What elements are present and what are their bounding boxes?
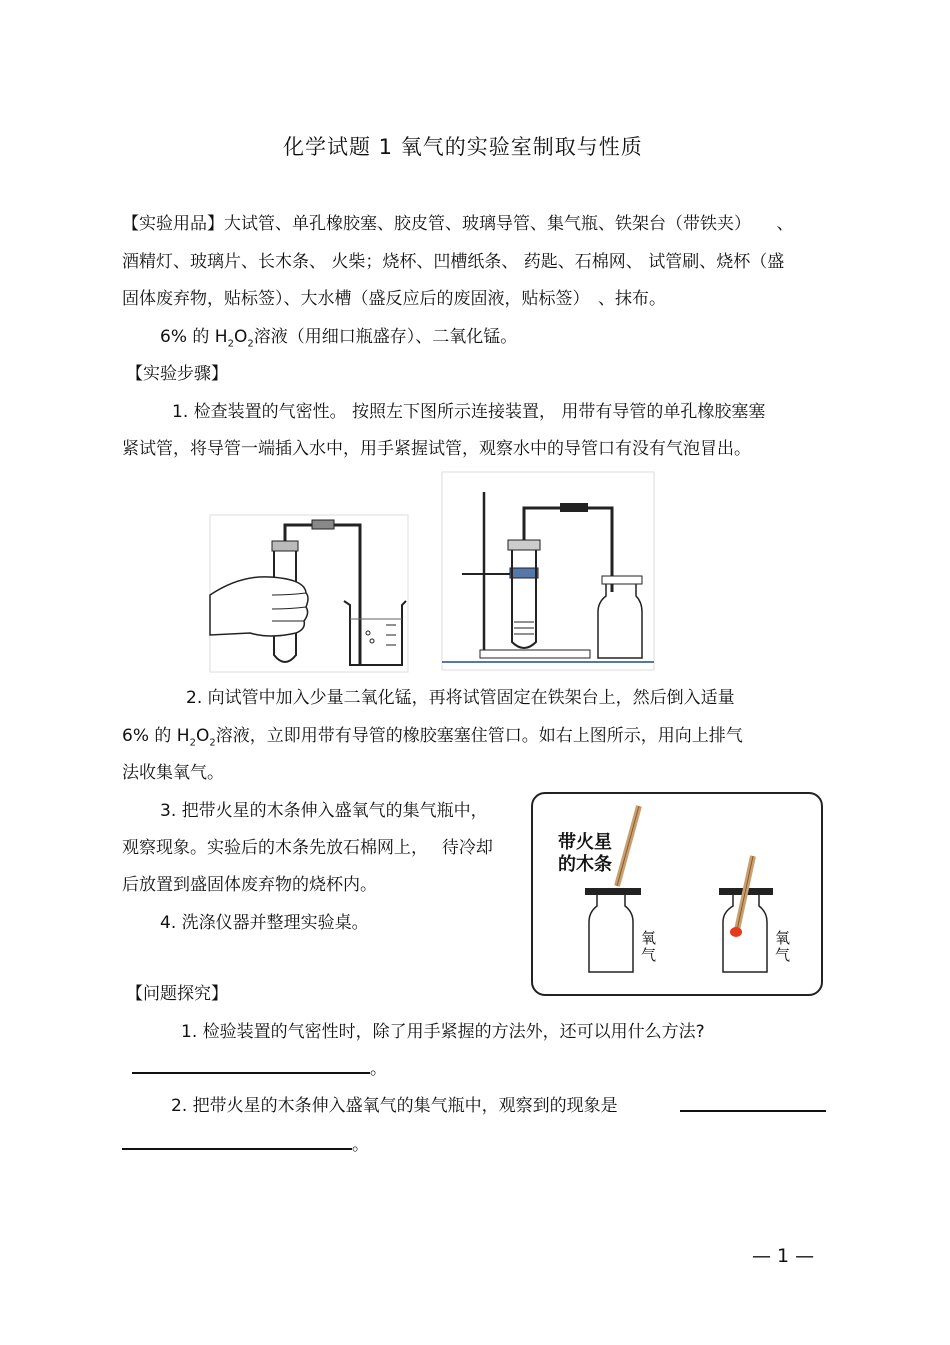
step-4: 4. 洗涤仪器并整理实验桌。 <box>160 913 369 933</box>
question-2-answer-part-1[interactable] <box>680 1096 826 1117</box>
page-title: 化学试题 1 氧气的实验室制取与性质 <box>283 135 643 159</box>
stick-label: 带火星 的木条 <box>558 832 612 875</box>
materials-line-3: 固体废弃物，贴标签）、大水槽（盛反应后的废固液，贴标签） 、抹布。 <box>122 289 666 309</box>
step-3-line-2: 观察现象。实验后的木条先放石棉网上， 待冷却 <box>122 838 493 858</box>
step-2-line-3: 法收集氧气。 <box>122 763 224 783</box>
materials-line-1: 【实验用品】大试管、单孔橡胶塞、胶皮管、玻璃导管、集气瓶、铁架台（带铁夹） 、 <box>122 214 794 234</box>
step-3-line-3: 后放置到盛固体废弃物的烧杯内。 <box>122 875 377 895</box>
steps-label: 【实验步骤】 <box>126 364 228 384</box>
materials-label: 【实验用品】 <box>122 214 224 234</box>
question-2-answer-part-2[interactable]: 。 <box>122 1134 369 1155</box>
oxygen-collection-figure <box>442 472 654 670</box>
materials-line-2: 酒精灯、玻璃片、长木条、 火柴；烧杯、凹槽纸条、 药匙、石棉网、 试管刷、烧杯（盛 <box>122 252 785 272</box>
materials-line-4: 6% 的 $H_2O_2$溶液（用细口瓶盛存）、二氧化锰。 <box>160 327 518 350</box>
airtightness-check-figure <box>210 515 408 672</box>
answer-blank-2b[interactable] <box>122 1134 352 1150</box>
question-1: 1. 检验装置的气密性时，除了用手紧握的方法外，还可以用什么方法? <box>181 1022 705 1042</box>
answer-blank-1[interactable] <box>132 1058 370 1074</box>
bottle-label-right: 氧气 <box>775 929 791 964</box>
step-2-line-2: 6% 的 $H_2O_2$溶液，立即用带有导管的橡胶塞塞住管口。如右上图所示，用向上排气 <box>122 726 743 749</box>
question-2: 2. 把带火星的木条伸入盛氧气的集气瓶中，观察到的现象是 <box>171 1096 618 1116</box>
glowing-stick-figure <box>531 792 823 996</box>
step-1-line-1: 1. 检查装置的气密性。 按照左下图所示连接装置， 用带有导管的单孔橡胶塞塞 <box>172 402 766 422</box>
step-2-line-1: 2. 向试管中加入少量二氧化锰，再将试管固定在铁架台上，然后倒入适量 <box>186 688 735 708</box>
answer-blank-2a[interactable] <box>680 1096 826 1112</box>
questions-label: 【问题探究】 <box>126 984 228 1004</box>
step-1-line-2: 紧试管，将导管一端插入水中，用手紧握试管，观察水中的导管口有没有气泡冒出。 <box>122 439 751 459</box>
step-3-line-1: 3. 把带火星的木条伸入盛氧气的集气瓶中， <box>160 801 488 821</box>
question-1-answer[interactable]: 。 <box>132 1058 387 1079</box>
bottle-label-left: 氧气 <box>641 929 657 964</box>
page-number: — 1 — <box>752 1245 815 1267</box>
